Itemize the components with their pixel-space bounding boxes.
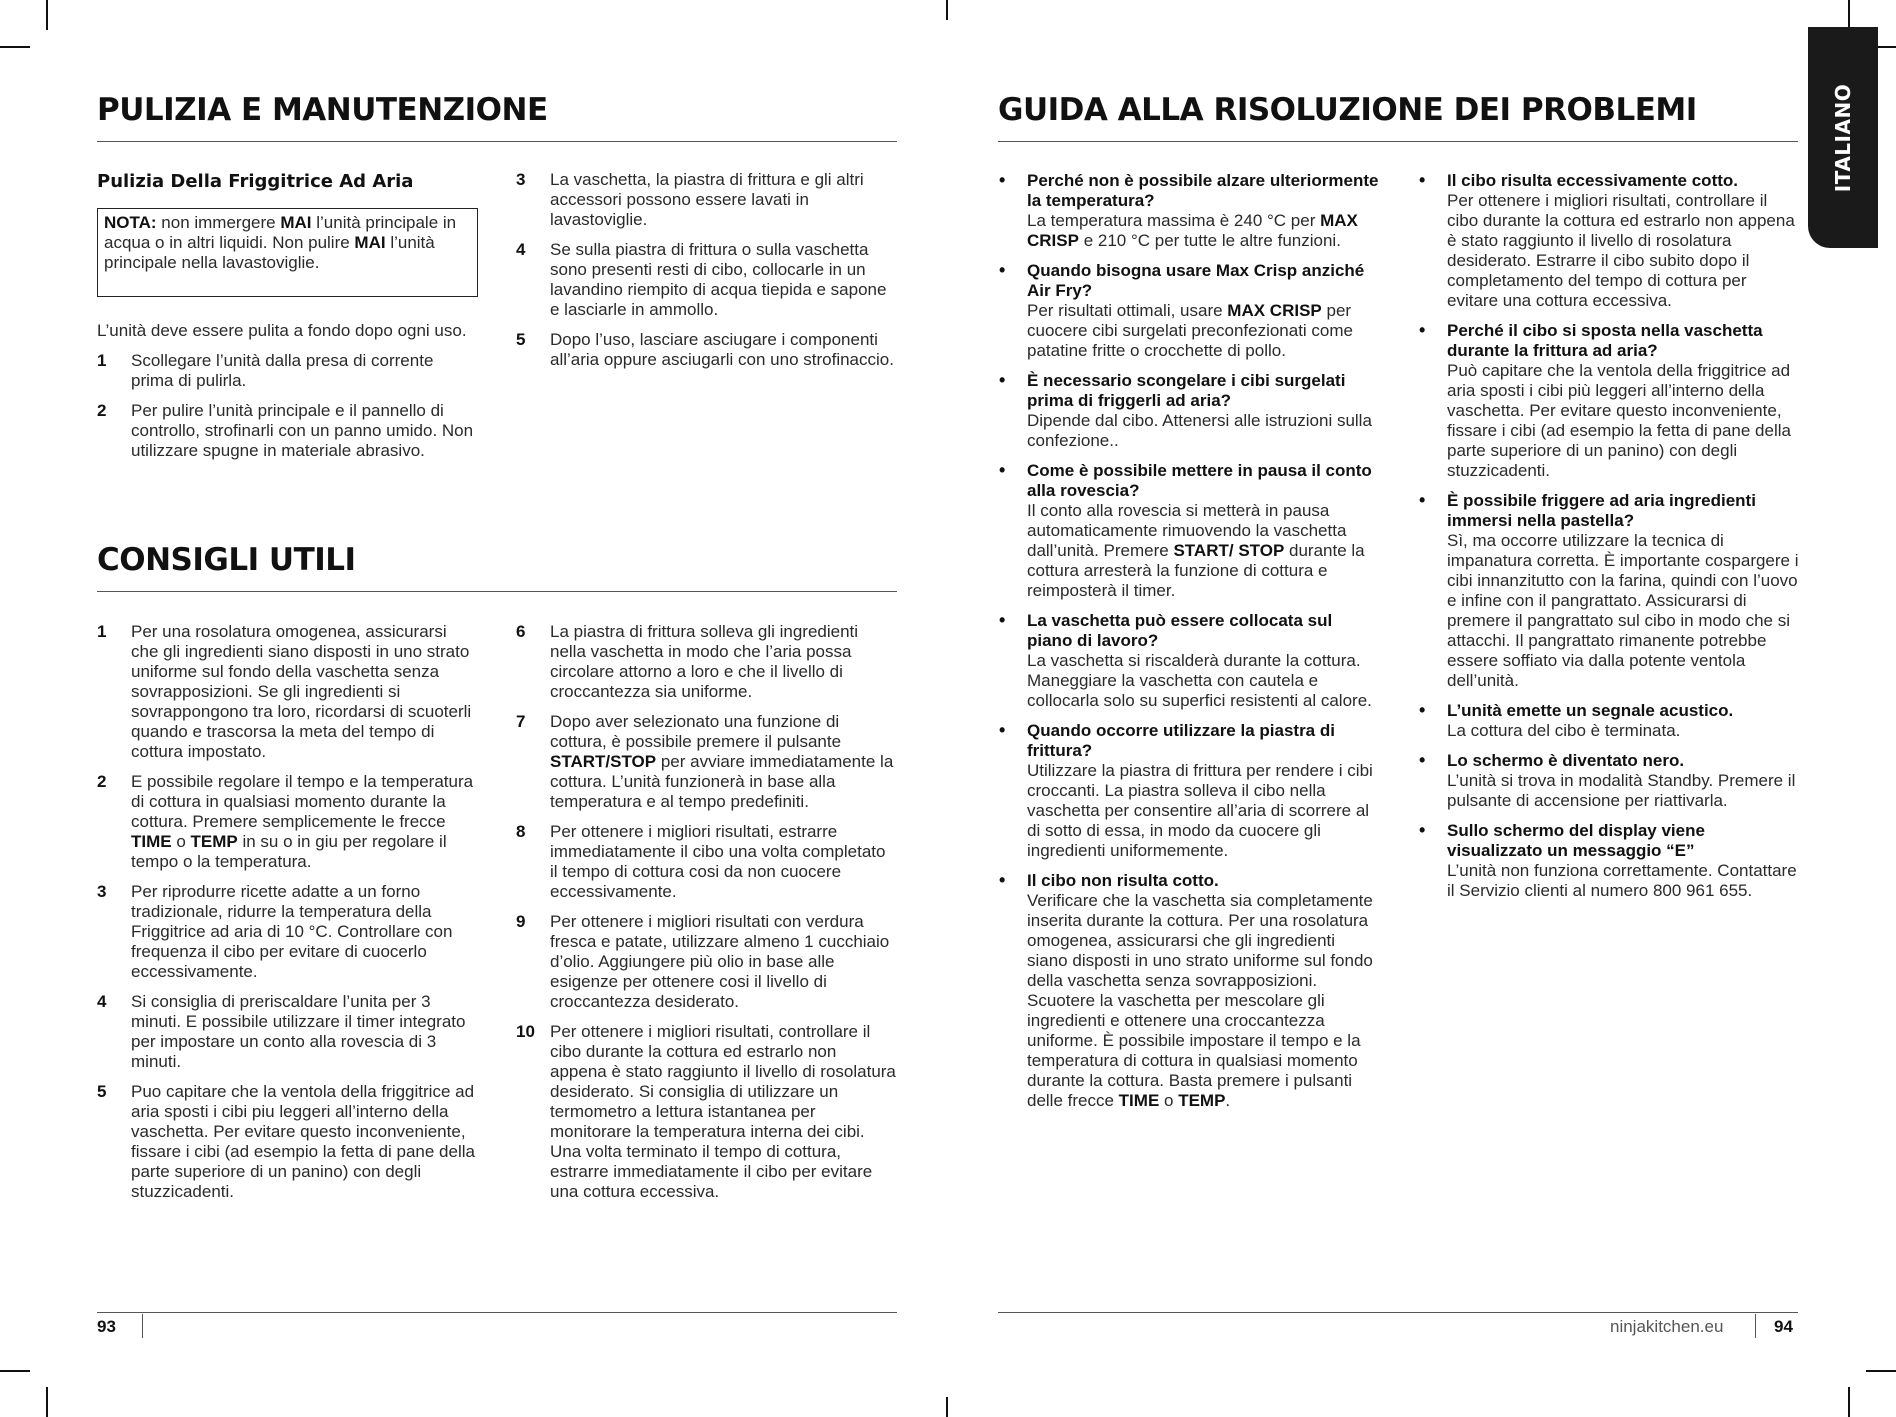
faq-emphasis: START/ STOP bbox=[1173, 541, 1285, 560]
item-text: La piastra di frittura solleva gli ingredienti nella vaschetta in modo che l’aria possa circolare attorno a loro e che il livello di croccantezza sia uniforme. bbox=[550, 622, 859, 701]
step-text: Se sulla piastra di frittura o sulla vaschetta sono presenti resti di cibo, collocarle in un lavandino riempito di acqua tiepida e sapone e lasciarle in ammollo. bbox=[550, 240, 887, 319]
list-item bbox=[998, 611, 1380, 711]
list-item bbox=[998, 261, 1380, 361]
item-text: per avviare immediatamente la cottura. L’unità funzionerà in base alla temperatura e al tempo predefiniti. bbox=[550, 752, 894, 811]
item-text: Per ottenere i migliori risultati, controllare il cibo durante la cottura ed estrarlo non appena è stato raggiunto il livello di rosolatura desiderato. Si consiglia di utilizzare un termometro a lettura istantanea per monitorare la temperatura interna dei cibi. Una volta terminato il tempo di cottura, estrarre immediatamente il cibo per evitare una cottura eccessiva. bbox=[550, 1022, 896, 1201]
footer-divider bbox=[1755, 1314, 1756, 1338]
note-label: NOTA: bbox=[104, 213, 157, 232]
faq-answer-text: per cuocere cibi surgelati preconfezionati come patatine fritte o crocchette di pollo. bbox=[1027, 301, 1354, 360]
consigli-col-2 bbox=[516, 622, 896, 1212]
faq-answer bbox=[1027, 211, 1380, 251]
list-item bbox=[516, 330, 896, 370]
step-text: Dopo l’uso, lasciare asciugare i componenti all’aria oppure asciugarli con uno strofinaccio. bbox=[550, 330, 894, 369]
list-item bbox=[1418, 321, 1800, 481]
item-text: Per ottenere i migliori risultati con verdura fresca e patate, utilizzare almeno 1 cucchiaio d’olio. Aggiungere più olio in base alle esigenze per ottenere cosi il livello di croccantezza desiderato. bbox=[550, 912, 890, 1011]
list-item bbox=[97, 622, 477, 762]
crop-mark bbox=[946, 1397, 948, 1417]
language-tab bbox=[1808, 27, 1878, 248]
list-item bbox=[1418, 491, 1800, 691]
title-rule bbox=[97, 591, 897, 592]
title-rule bbox=[97, 141, 897, 142]
list-item bbox=[1418, 171, 1800, 311]
faq-emphasis: MAX CRISP bbox=[1027, 211, 1358, 250]
faq-answer: L’unità si trova in modalità Standby. Premere il pulsante di accensione per riattivarla. bbox=[1447, 771, 1796, 810]
list-item bbox=[516, 912, 896, 1012]
note-text: non immergere bbox=[156, 213, 281, 232]
item-text: E possibile regolare il tempo e la temperatura di cottura in qualsiasi momento durante la cottura. Premere semplicemente le frecce bbox=[131, 772, 474, 831]
list-item bbox=[516, 622, 896, 702]
item-text: Si consiglia di preriscaldare l’unita per 3 minuti. E possibile utilizzare il timer integrato per impostare un conto alla rovescia di 3 minuti. bbox=[131, 992, 466, 1071]
guida-col-2 bbox=[1418, 171, 1800, 911]
list-item bbox=[516, 712, 896, 812]
note-text: l’unità principale in acqua o in altri liquidi. Non pulire bbox=[104, 213, 457, 252]
faq-answer bbox=[1027, 891, 1380, 1111]
step-number: 1 bbox=[97, 351, 107, 370]
faq-question: • Il cibo risulta eccessivamente cotto. bbox=[1447, 171, 1739, 190]
faq-question: • La vaschetta può essere collocata sul piano di lavoro? bbox=[1027, 611, 1333, 650]
footer-divider bbox=[142, 1314, 143, 1338]
page-number-right: 94 bbox=[1774, 1317, 1793, 1336]
step-number: 2 bbox=[97, 401, 107, 420]
faq-answer-text: durante la cottura arresterà la funzione di cottura e reimposterà il timer. bbox=[1027, 541, 1365, 600]
list-item bbox=[516, 1022, 896, 1202]
faq-answer: Utilizzare la piastra di frittura per rendere i cibi croccanti. La piastra solleva il cibo nella vaschetta per consentire all’aria di scorrere al di sotto di essa, in modo da cuocere gli ingredienti uniformemente. bbox=[1027, 761, 1373, 860]
list-item bbox=[998, 871, 1380, 1111]
crop-mark bbox=[0, 46, 30, 48]
note-text: l’unità principale nella lavastoviglie. bbox=[104, 233, 435, 272]
faq-question: • È possibile friggere ad aria ingredienti immersi nella pastella? bbox=[1447, 491, 1756, 530]
faq-question: • L’unità emette un segnale acustico. bbox=[1447, 701, 1734, 720]
item-emphasis: START/STOP bbox=[550, 752, 657, 771]
item-number: 8 bbox=[516, 822, 526, 841]
item-emphasis: TEMP bbox=[190, 832, 238, 851]
faq-answer-text: Per risultati ottimali, usare bbox=[1027, 301, 1228, 320]
crop-mark bbox=[946, 0, 948, 20]
list-item bbox=[97, 992, 477, 1072]
footer-rule bbox=[998, 1312, 1798, 1313]
consigli-col-1 bbox=[97, 622, 477, 1212]
faq-question: • Perché non è possibile alzare ulteriormente la temperatura? bbox=[1027, 171, 1379, 210]
faq-question: • Il cibo non risulta cotto. bbox=[1027, 871, 1219, 890]
step-number: 3 bbox=[516, 170, 526, 189]
item-number: 2 bbox=[97, 772, 107, 791]
list-item bbox=[1418, 701, 1800, 741]
faq-question: • Come è possibile mettere in pausa il conto alla rovescia? bbox=[1027, 461, 1372, 500]
faq-answer-text: . bbox=[1225, 1091, 1231, 1110]
step-text: Per pulire l’unità principale e il pannello di controllo, strofinarli con un panno umido. Non utilizzare spugne in materiale abrasivo. bbox=[131, 401, 474, 460]
website-link[interactable]: ninjakitchen.eu bbox=[1610, 1317, 1724, 1336]
note-emphasis: MAI bbox=[354, 233, 386, 252]
list-item bbox=[998, 461, 1380, 601]
item-number: 10 bbox=[516, 1022, 535, 1041]
item-number: 7 bbox=[516, 712, 526, 731]
list-item bbox=[97, 401, 477, 461]
title-rule bbox=[998, 141, 1798, 142]
item-text: Per una rosolatura omogenea, assicurarsi che gli ingredienti siano disposti in uno strato uniforme sul fondo della vaschetta senza sovrapposizioni. Se gli ingredienti si sovrappongono tra loro, ricordarsi di scuoterli quando e trascorsa la meta del tempo di cottura impostato. bbox=[131, 622, 472, 761]
list-item bbox=[516, 170, 896, 230]
subtitle-pulizia: Pulizia Della Friggitrice Ad Aria bbox=[97, 171, 414, 192]
faq-answer: Sì, ma occorre utilizzare la tecnica di impanatura corretta. È importante cospargere i cibi innanzitutto con la farina, quindi con l’uovo e infine con il pangrattato. Assicurarsi di premere il pangrattato sul cibo in modo che si attacchi. Il pangrattato rimanente potrebbe essere soffiato via dalla potente ventola dell’unità. bbox=[1447, 531, 1799, 690]
faq-emphasis: TIME bbox=[1118, 1091, 1160, 1110]
list-item bbox=[97, 772, 477, 872]
section-title-guida: GUIDA ALLA RISOLUZIONE DEI PROBLEMI bbox=[998, 92, 1697, 128]
pulizia-intro: L’unità deve essere pulita a fondo dopo ogni uso. bbox=[97, 321, 467, 340]
faq-answer: La cottura del cibo è terminata. bbox=[1447, 721, 1681, 740]
language-tab-label: ITALIANO bbox=[1831, 83, 1855, 192]
list-item bbox=[998, 721, 1380, 861]
step-text: Scollegare l’unità dalla presa di corrente prima di pulirla. bbox=[131, 351, 434, 390]
item-text: o bbox=[171, 832, 191, 851]
list-item bbox=[1418, 821, 1800, 901]
faq-question: • Quando bisogna usare Max Crisp anziché Air Fry? bbox=[1027, 261, 1365, 300]
faq-answer: L’unità non funziona correttamente. Contattare il Servizio clienti al numero 800 961 655. bbox=[1447, 861, 1797, 900]
faq-answer bbox=[1027, 301, 1380, 361]
crop-mark bbox=[1848, 0, 1850, 30]
list-item bbox=[998, 371, 1380, 451]
item-text: Per ottenere i migliori risultati, estrarre immediatamente il cibo una volta completato il tempo di cottura cosi da non cuocere eccessivamente. bbox=[550, 822, 886, 901]
crop-mark bbox=[46, 1387, 48, 1417]
crop-mark bbox=[1848, 1387, 1850, 1417]
faq-answer: Può capitare che la ventola della friggitrice ad aria sposti i cibi più leggeri all’interno della vaschetta. Per evitare questo inconveniente, fissare i cibi (ad esempio la fetta di pane della parte superiore di un panino) con degli stuzzicadenti. bbox=[1447, 361, 1791, 480]
item-number: 3 bbox=[97, 882, 107, 901]
item-text: Dopo aver selezionato una funzione di cottura, è possibile premere il pulsante bbox=[550, 712, 842, 751]
section-title-consigli: CONSIGLI UTILI bbox=[97, 542, 356, 578]
list-item bbox=[97, 882, 477, 982]
pulizia-col-2 bbox=[516, 170, 896, 380]
faq-answer: Per ottenere i migliori risultati, controllare il cibo durante la cottura ed estrarlo non appena è stato raggiunto il livello di rosolatura desiderato. Estrarre il cibo subito dopo il completamento del tempo di cottura per evitare una cottura eccessiva. bbox=[1447, 191, 1795, 310]
footer-rule bbox=[97, 1312, 897, 1313]
crop-mark bbox=[1866, 1370, 1896, 1372]
page-number-left: 93 bbox=[97, 1317, 116, 1336]
note-emphasis: MAI bbox=[280, 213, 312, 232]
step-number: 5 bbox=[516, 330, 526, 349]
faq-answer bbox=[1027, 501, 1380, 601]
item-number: 6 bbox=[516, 622, 526, 641]
step-number: 4 bbox=[516, 240, 526, 259]
faq-emphasis: TEMP bbox=[1178, 1091, 1226, 1110]
crop-mark bbox=[0, 1370, 30, 1372]
item-text: Puo capitare che la ventola della friggitrice ad aria sposti i cibi piu leggeri all’interno della vaschetta. Per evitare questo inconveniente, fissare i cibi (ad esempio la fetta di pane della parte superiore di un panino) con degli stuzzicadenti. bbox=[131, 1082, 475, 1201]
list-item bbox=[97, 351, 477, 391]
note-box bbox=[97, 208, 478, 297]
item-text: in su o in giu per regolare il tempo o la temperatura. bbox=[131, 832, 447, 871]
faq-question: • Perché il cibo si sposta nella vaschetta durante la frittura ad aria? bbox=[1447, 321, 1763, 360]
faq-answer-text: e 210 °C per tutte le altre funzioni. bbox=[1078, 231, 1341, 250]
faq-question: • È necessario scongelare i cibi surgelati prima di friggerli ad aria? bbox=[1027, 371, 1346, 410]
faq-question: • Sullo schermo del display viene visualizzato un messaggio “E” bbox=[1447, 821, 1705, 860]
faq-answer: La vaschetta si riscalderà durante la cottura. Maneggiare la vaschetta con cautela e collocarla solo su superfici resistenti al calore. bbox=[1027, 651, 1372, 710]
item-number: 4 bbox=[97, 992, 107, 1011]
list-item bbox=[516, 822, 896, 902]
item-emphasis: TIME bbox=[131, 832, 172, 851]
item-number: 9 bbox=[516, 912, 526, 931]
pulizia-col-1 bbox=[97, 321, 477, 471]
item-number: 1 bbox=[97, 622, 107, 641]
faq-question: • Quando occorre utilizzare la piastra di frittura? bbox=[1027, 721, 1335, 760]
list-item bbox=[97, 1082, 477, 1202]
faq-answer-text: La temperatura massima è 240 °C per bbox=[1027, 211, 1321, 230]
crop-mark bbox=[46, 0, 48, 30]
faq-question: • Lo schermo è diventato nero. bbox=[1447, 751, 1685, 770]
item-number: 5 bbox=[97, 1082, 107, 1101]
faq-answer-text: o bbox=[1159, 1091, 1179, 1110]
faq-emphasis: MAX CRISP bbox=[1227, 301, 1322, 320]
list-item bbox=[1418, 751, 1800, 811]
faq-answer-text: Il conto alla rovescia si metterà in pausa automaticamente rimuovendo la vaschetta dall’unità. Premere bbox=[1027, 501, 1347, 560]
list-item bbox=[516, 240, 896, 320]
list-item bbox=[998, 171, 1380, 251]
faq-answer-text: Verificare che la vaschetta sia completamente inserita durante la cottura. Per una rosolatura omogenea, assicurarsi che gli ingredienti siano disposti in uno strato uniforme sul fondo della vaschetta senza sovrapposizioni. Scuotere la vaschetta per mescolare gli ingredienti e ottenere una croccantezza uniforme. È possibile impostare il tempo e la temperatura di cottura in qualsiasi momento durante la cottura. Basta premere i pulsanti delle frecce bbox=[1027, 891, 1373, 1110]
section-title-pulizia: PULIZIA E MANUTENZIONE bbox=[97, 92, 548, 128]
step-text: La vaschetta, la piastra di frittura e gli altri accessori possono essere lavati in lavastoviglie. bbox=[550, 170, 864, 229]
guida-col-1 bbox=[998, 171, 1380, 1121]
faq-answer: Dipende dal cibo. Attenersi alle istruzioni sulla confezione.. bbox=[1027, 411, 1372, 450]
item-text: Per riprodurre ricette adatte a un forno tradizionale, ridurre la temperatura della Friggitrice ad aria di 10 °C. Controllare con frequenza il cibo per evitare di cuocerlo eccessivamente. bbox=[131, 882, 453, 981]
